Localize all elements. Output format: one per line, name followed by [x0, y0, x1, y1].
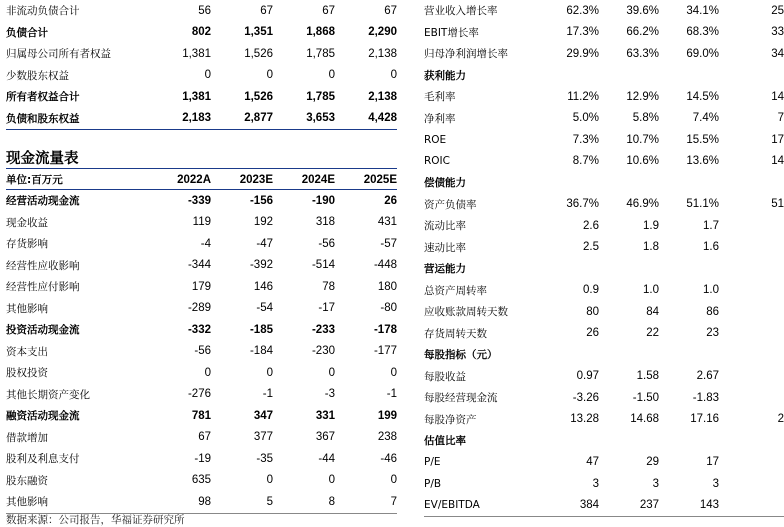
row-label: 应收账款周转天数: [424, 306, 508, 319]
table-row: [424, 409, 784, 431]
cell-value: 1,526: [244, 90, 273, 103]
year-header: 2023E: [211, 170, 273, 190]
row-label: 股权投资: [6, 367, 48, 380]
table-row: [6, 255, 397, 277]
cell-value: 635: [191, 474, 211, 487]
cell-value: -1: [386, 388, 397, 401]
cell-value: -46: [380, 452, 397, 465]
row-label: P/B: [424, 477, 442, 490]
row-label: 负债和股东权益: [6, 108, 149, 130]
cell-value: 2.6: [583, 219, 599, 232]
cell-value: -230: [311, 345, 335, 358]
cell-value: 68.3%: [686, 26, 719, 39]
table-row: [424, 452, 784, 474]
cell-value: 7: [335, 491, 397, 513]
cell-value: -332: [187, 323, 211, 336]
cell-value: 26: [586, 327, 599, 340]
cell-value: 1,868: [306, 26, 335, 39]
cell-value: 2: [777, 413, 784, 426]
row-label: 股东融资: [6, 474, 48, 487]
table-row: [424, 280, 784, 302]
table-row: [6, 405, 397, 427]
cell-value: 8: [273, 491, 335, 513]
table-row: [424, 151, 784, 173]
cell-value: 331: [315, 409, 335, 422]
cell-value: 0: [390, 474, 397, 487]
cell-value: 36.7%: [566, 198, 599, 211]
cell-value: [719, 430, 784, 452]
cell-value: 29: [646, 456, 659, 469]
cell-value: 12.9%: [626, 90, 659, 103]
cell-value: -392: [249, 259, 273, 272]
cell-value: [599, 430, 659, 452]
cell-value: 67: [260, 4, 273, 17]
row-label: 净利率: [424, 112, 456, 125]
cell-value: 1.7: [703, 219, 719, 232]
cell-value: -1: [262, 388, 273, 401]
cell-value: -3.26: [572, 391, 599, 404]
table-row: [424, 194, 784, 216]
cell-value: 1.0: [643, 284, 659, 297]
right-panel: [424, 0, 784, 517]
cell-value: 66.2%: [626, 26, 659, 39]
table-row: [424, 65, 784, 87]
cell-value: [719, 452, 784, 474]
cell-value: -178: [373, 323, 397, 336]
cell-value: -344: [187, 259, 211, 272]
cell-value: 384: [542, 495, 599, 517]
cell-value: -57: [380, 237, 397, 250]
cell-value: [719, 258, 784, 280]
cell-value: 39.6%: [626, 4, 659, 17]
table-row: [424, 430, 784, 452]
cell-value: 34: [771, 47, 784, 60]
cell-value: [659, 65, 719, 87]
row-label: EV/EBITDA: [424, 495, 542, 517]
year-header: 2025E: [335, 170, 397, 190]
year-header: 2022A: [149, 170, 211, 190]
cell-value: 347: [253, 409, 273, 422]
cell-value: 13.6%: [686, 155, 719, 168]
cell-value: 8.7%: [572, 155, 599, 168]
row-label: 毛利率: [424, 91, 456, 104]
cell-value: 0.9: [583, 284, 599, 297]
left-panel: [6, 0, 397, 509]
table-row: [6, 65, 397, 87]
cell-value: -1.50: [632, 391, 659, 404]
cell-value: 29.9%: [566, 47, 599, 60]
row-label: 非流动负债合计: [6, 5, 80, 18]
cell-value: -339: [187, 194, 211, 207]
cell-value: 34.1%: [686, 4, 719, 17]
cell-value: 13.28: [570, 413, 599, 426]
table-row: [424, 301, 784, 323]
cell-value: 1,381: [182, 90, 211, 103]
cell-value: -17: [318, 302, 335, 315]
table-row: [6, 470, 397, 492]
cell-value: 1.6: [703, 241, 719, 254]
cell-value: 17: [771, 133, 784, 146]
row-label: 每股经营现金流: [424, 392, 498, 405]
cell-value: -54: [256, 302, 273, 315]
cell-value: 7.3%: [572, 133, 599, 146]
cell-value: 119: [192, 216, 211, 229]
cell-value: -44: [318, 452, 335, 465]
cell-value: 2,138: [368, 90, 397, 103]
table-row: [6, 276, 397, 298]
cell-value: [599, 65, 659, 87]
cell-value: 26: [384, 194, 397, 207]
cell-value: [719, 301, 784, 323]
cell-value: 5.8%: [632, 112, 659, 125]
cell-value: 25: [771, 4, 784, 17]
cell-value: 146: [253, 280, 273, 293]
cell-value: 62.3%: [566, 4, 599, 17]
row-label: ROE: [424, 133, 447, 146]
table-row: [424, 86, 784, 108]
cell-value: 51: [771, 198, 784, 211]
cell-value: -233: [311, 323, 335, 336]
cell-value: 0: [266, 69, 273, 82]
row-label: 总资产周转率: [424, 284, 487, 297]
table-row: [6, 190, 397, 212]
table-row: [6, 43, 397, 65]
cell-value: 1,785: [306, 47, 335, 60]
row-label: 经营活动现金流: [6, 195, 80, 208]
cell-value: 1,381: [182, 47, 211, 60]
cell-value: 63.3%: [626, 47, 659, 60]
row-label: 其他影响: [6, 491, 149, 513]
table-row: [424, 108, 784, 130]
cell-value: [542, 344, 599, 366]
row-label: 所有者权益合计: [6, 91, 80, 104]
cell-value: [719, 473, 784, 495]
cell-value: 86: [706, 305, 719, 318]
cell-value: 1.9: [643, 219, 659, 232]
cash-flow-table: [6, 170, 397, 514]
cell-value: 180: [377, 280, 397, 293]
cell-value: 0: [328, 366, 335, 379]
cell-value: 1,351: [244, 26, 273, 39]
row-label: 融资活动现金流: [6, 410, 80, 423]
cell-value: -47: [256, 237, 273, 250]
row-label: 资产负债率: [424, 198, 477, 211]
cell-value: -156: [249, 194, 273, 207]
table-row: [424, 22, 784, 44]
cell-value: 3: [592, 477, 599, 490]
cell-value: [542, 172, 599, 194]
table-row: [424, 43, 784, 65]
cell-value: -19: [194, 452, 211, 465]
row-label: 负债合计: [6, 26, 48, 39]
table-row: [6, 86, 397, 108]
cell-value: 46.9%: [626, 198, 659, 211]
cell-value: 802: [191, 26, 211, 39]
cell-value: 0: [328, 69, 335, 82]
cell-value: 14.68: [630, 413, 659, 426]
cell-value: [719, 366, 784, 388]
cell-value: [542, 430, 599, 452]
row-label: 每股净资产: [424, 413, 477, 426]
cell-value: -190: [311, 194, 335, 207]
cell-value: 5: [211, 491, 273, 513]
cell-value: 3,653: [273, 108, 335, 130]
row-label: 每股收益: [424, 370, 466, 383]
table-row: [6, 212, 397, 234]
cell-value: 1.8: [643, 241, 659, 254]
row-label: 借款增加: [6, 431, 48, 444]
cell-value: 14: [771, 155, 784, 168]
cell-value: 23: [706, 327, 719, 340]
cell-value: 0: [266, 474, 273, 487]
cell-value: [719, 65, 784, 87]
table-row: [6, 427, 397, 449]
cell-value: 17.16: [690, 413, 719, 426]
cell-value: 0.97: [576, 370, 599, 383]
cell-value: 367: [315, 431, 335, 444]
row-label: 其他影响: [6, 302, 48, 315]
table-row: [6, 108, 397, 130]
cell-value: 51.1%: [686, 198, 719, 211]
source-note: 数据来源：公司报告，华福证券研究所: [6, 514, 185, 526]
cell-value: 1.58: [636, 370, 659, 383]
row-label: 获利能力: [424, 69, 466, 82]
table-row: [424, 473, 784, 495]
table-row: [424, 258, 784, 280]
table-row: [6, 491, 397, 513]
cell-value: 0: [390, 69, 397, 82]
cell-value: 7: [777, 112, 784, 125]
cell-value: 14: [771, 90, 784, 103]
cell-value: 238: [377, 431, 397, 444]
cell-value: 781: [191, 409, 211, 422]
cell-value: 431: [377, 216, 397, 229]
cell-value: 2,877: [211, 108, 273, 130]
financial-ratios-table: [424, 0, 784, 517]
cell-value: -289: [187, 302, 211, 315]
table-row: [424, 344, 784, 366]
cell-value: 17: [706, 456, 719, 469]
cell-value: -56: [194, 345, 211, 358]
row-label: ROIC: [424, 155, 450, 168]
cell-value: [659, 344, 719, 366]
cell-value: 199: [377, 409, 397, 422]
cell-value: [599, 344, 659, 366]
year-header: 2024E: [273, 170, 335, 190]
cell-value: 1.0: [703, 284, 719, 297]
row-label: 速动比率: [424, 241, 466, 254]
balance-sheet-table: [6, 0, 397, 130]
cell-value: 1,526: [244, 47, 273, 60]
row-label: P/E: [424, 456, 441, 469]
cell-value: 0: [328, 474, 335, 487]
cell-value: 22: [646, 327, 659, 340]
cell-value: [659, 172, 719, 194]
cell-value: 143: [659, 495, 719, 517]
cell-value: -56: [318, 237, 335, 250]
table-row: [6, 448, 397, 470]
cell-value: 377: [253, 431, 273, 444]
cell-value: -80: [380, 302, 397, 315]
cell-value: 17.3%: [566, 26, 599, 39]
cell-value: 56: [198, 4, 211, 17]
cell-value: -4: [200, 237, 211, 250]
cell-value: -185: [249, 323, 273, 336]
row-label: 偿债能力: [424, 177, 466, 190]
cell-value: 5.0%: [572, 112, 599, 125]
row-label: 投资活动现金流: [6, 324, 80, 337]
cell-value: 3: [712, 477, 719, 490]
row-label: 现金收益: [6, 216, 48, 229]
cell-value: [719, 387, 784, 409]
cell-value: -184: [249, 345, 273, 358]
table-row: [424, 366, 784, 388]
cell-value: -1.83: [692, 391, 719, 404]
cell-value: 14.5%: [686, 90, 719, 103]
cell-value: 69.0%: [686, 47, 719, 60]
row-label: 存货周转天数: [424, 327, 487, 340]
cell-value: [599, 258, 659, 280]
cell-value: [719, 237, 784, 259]
cell-value: 179: [191, 280, 211, 293]
cell-value: 0: [266, 366, 273, 379]
cell-value: 67: [384, 4, 397, 17]
cell-value: 0: [204, 366, 211, 379]
cell-value: 67: [198, 431, 211, 444]
table-row: [424, 495, 784, 517]
cell-value: -448: [373, 259, 397, 272]
cell-value: 2.5: [583, 241, 599, 254]
cell-value: 0: [390, 366, 397, 379]
cell-value: -177: [373, 345, 397, 358]
cell-value: [719, 280, 784, 302]
cell-value: 11.2%: [567, 90, 599, 103]
row-label: 经营性应付影响: [6, 281, 80, 294]
cash-flow-title: 现金流量表: [6, 151, 79, 167]
table-row: [6, 233, 397, 255]
cell-value: 0: [204, 69, 211, 82]
title-divider: [6, 168, 397, 169]
cell-value: 80: [586, 305, 599, 318]
table-row: [424, 129, 784, 151]
cell-value: 84: [646, 305, 659, 318]
row-label: 营运能力: [424, 263, 466, 276]
row-label: 归母净利润增长率: [424, 48, 508, 61]
table-row: [424, 172, 784, 194]
cell-value: 33: [771, 26, 784, 39]
unit-label: 单位:百万元: [6, 170, 149, 190]
cell-value: -276: [187, 388, 211, 401]
cell-value: [719, 344, 784, 366]
cell-value: [659, 430, 719, 452]
cell-value: -35: [256, 452, 273, 465]
cell-value: 78: [322, 280, 335, 293]
row-label: 资本支出: [6, 345, 48, 358]
cell-value: 4,428: [335, 108, 397, 130]
cell-value: 67: [322, 4, 335, 17]
cell-value: [719, 172, 784, 194]
cell-value: -3: [324, 388, 335, 401]
cell-value: 1,785: [306, 90, 335, 103]
cell-value: [659, 258, 719, 280]
row-label: 营业收入增长率: [424, 5, 498, 18]
table-row: [6, 384, 397, 406]
cell-value: [719, 323, 784, 345]
row-label: 存货影响: [6, 238, 48, 251]
cell-value: 47: [586, 456, 599, 469]
row-label: 归属母公司所有者权益: [6, 48, 111, 61]
table-row: [6, 341, 397, 363]
cell-value: 10.6%: [626, 155, 659, 168]
table-row: [6, 22, 397, 44]
cell-value: 2,183: [149, 108, 211, 130]
row-label: 股利及利息支付: [6, 453, 80, 466]
cell-value: [719, 215, 784, 237]
table-row: [6, 298, 397, 320]
cell-value: 3: [652, 477, 659, 490]
row-label: EBIT增长率: [424, 26, 479, 39]
table-row: [6, 319, 397, 341]
table-row: [424, 387, 784, 409]
cell-value: 98: [149, 491, 211, 513]
cell-value: [542, 65, 599, 87]
cell-value: 237: [599, 495, 659, 517]
table-row: [424, 215, 784, 237]
row-label: 其他长期资产变化: [6, 388, 90, 401]
table-row: [424, 0, 784, 22]
cell-value: -514: [311, 259, 335, 272]
row-label: 经营性应收影响: [6, 259, 80, 272]
cell-value: 2.67: [696, 370, 719, 383]
cell-value: 7.4%: [692, 112, 719, 125]
cell-value: [719, 495, 784, 517]
table-row: [424, 237, 784, 259]
cash-flow-header-row: [6, 170, 397, 190]
cell-value: 2,290: [368, 26, 397, 39]
cell-value: [599, 172, 659, 194]
cell-value: 192: [253, 216, 273, 229]
cell-value: 10.7%: [626, 133, 659, 146]
cell-value: 2,138: [368, 47, 397, 60]
row-label: 估值比率: [424, 435, 466, 448]
table-row: [6, 362, 397, 384]
cell-value: 15.5%: [686, 133, 719, 146]
table-row: [424, 323, 784, 345]
row-label: 每股指标（元）: [424, 349, 498, 362]
row-label: 流动比率: [424, 220, 466, 233]
cell-value: 318: [315, 216, 335, 229]
cell-value: [542, 258, 599, 280]
row-label: 少数股东权益: [6, 69, 69, 82]
table-row: [6, 0, 397, 22]
